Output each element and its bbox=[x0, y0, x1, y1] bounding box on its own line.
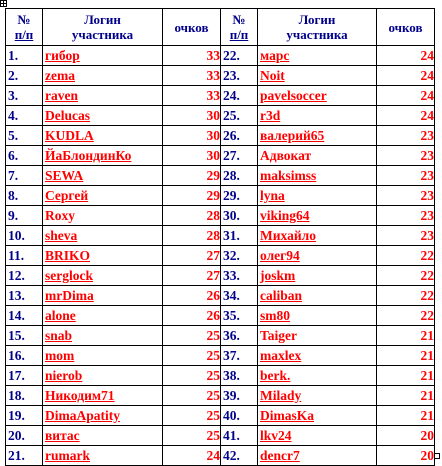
participant-login: SEWA bbox=[43, 166, 163, 186]
table-row bbox=[6, 366, 435, 386]
row-number: 24. bbox=[221, 86, 258, 106]
row-number: 38. bbox=[221, 366, 258, 386]
row-number: 15. bbox=[6, 326, 43, 346]
table-row bbox=[6, 246, 435, 266]
header-login-right-line1: Логин bbox=[298, 12, 336, 27]
row-number: 17. bbox=[6, 366, 43, 386]
header-login-line1: Логин bbox=[84, 12, 121, 27]
row-number: 28. bbox=[221, 166, 258, 186]
table-row bbox=[6, 166, 435, 186]
participant-login: гибор bbox=[43, 46, 163, 66]
participant-login: pavelsoccer bbox=[258, 86, 377, 106]
row-number: 6. bbox=[6, 146, 43, 166]
participant-login: snab bbox=[43, 326, 163, 346]
row-number: 37. bbox=[221, 346, 258, 366]
participant-login: Адвокат bbox=[258, 146, 377, 166]
participant-points: 29 bbox=[163, 186, 221, 206]
participant-login: serglock bbox=[43, 266, 163, 286]
participant-login: Taiger bbox=[258, 326, 377, 346]
row-number: 22. bbox=[221, 46, 258, 66]
row-number: 21. bbox=[6, 446, 43, 466]
participant-login: lkv24 bbox=[258, 426, 377, 446]
header-login bbox=[43, 9, 163, 46]
participant-points: 23 bbox=[377, 126, 435, 146]
header-login-line2: участника bbox=[71, 27, 134, 42]
participant-login: sm80 bbox=[258, 306, 377, 326]
row-number: 33. bbox=[221, 266, 258, 286]
participant-login: mom bbox=[43, 346, 163, 366]
participant-points: 21 bbox=[377, 406, 435, 426]
participant-login: rumark bbox=[43, 446, 163, 466]
participant-login: Сергей bbox=[43, 186, 163, 206]
row-number: 36. bbox=[221, 326, 258, 346]
table-move-handle-icon[interactable] bbox=[0, 0, 7, 7]
table-row bbox=[6, 286, 435, 306]
header-num-right-line2: п/п bbox=[229, 27, 249, 42]
participant-points: 27 bbox=[163, 246, 221, 266]
row-number: 7. bbox=[6, 166, 43, 186]
table-row bbox=[6, 426, 435, 446]
participant-points: 23 bbox=[377, 146, 435, 166]
participant-login: alone bbox=[43, 306, 163, 326]
row-number: 29. bbox=[221, 186, 258, 206]
participant-points: 30 bbox=[163, 126, 221, 146]
participant-login: марс bbox=[258, 46, 377, 66]
row-number: 41. bbox=[221, 426, 258, 446]
row-number: 3. bbox=[6, 86, 43, 106]
participant-points: 24 bbox=[377, 106, 435, 126]
table-row bbox=[6, 386, 435, 406]
row-number: 18. bbox=[6, 386, 43, 406]
participant-login: Михайло bbox=[258, 226, 377, 246]
row-number: 26. bbox=[221, 126, 258, 146]
table-row bbox=[6, 206, 435, 226]
row-number: 4. bbox=[6, 106, 43, 126]
row-number: 2. bbox=[6, 66, 43, 86]
participant-points: 23 bbox=[377, 166, 435, 186]
participant-points: 27 bbox=[163, 266, 221, 286]
participant-login: DimasKa bbox=[258, 406, 377, 426]
table-row bbox=[6, 306, 435, 326]
participant-points: 21 bbox=[377, 346, 435, 366]
participant-login: BRIKO bbox=[43, 246, 163, 266]
participant-points: 25 bbox=[163, 326, 221, 346]
table-row bbox=[6, 126, 435, 146]
participant-points: 25 bbox=[163, 366, 221, 386]
participant-login: r3d bbox=[258, 106, 377, 126]
table-row bbox=[6, 186, 435, 206]
participant-points: 23 bbox=[377, 226, 435, 246]
row-number: 27. bbox=[221, 146, 258, 166]
participant-points: 23 bbox=[377, 186, 435, 206]
participant-points: 24 bbox=[377, 46, 435, 66]
row-number: 1. bbox=[6, 46, 43, 66]
participant-login: dencr7 bbox=[258, 446, 377, 466]
participant-points: 22 bbox=[377, 286, 435, 306]
participant-login: nierob bbox=[43, 366, 163, 386]
header-num-line2: п/п bbox=[14, 27, 34, 42]
participant-login: raven bbox=[43, 86, 163, 106]
participant-login: zema bbox=[43, 66, 163, 86]
participant-points: 25 bbox=[163, 406, 221, 426]
participant-login: ЙаБлондинКо bbox=[43, 146, 163, 166]
participant-points: 25 bbox=[163, 426, 221, 446]
table-header-row bbox=[6, 9, 435, 46]
row-number: 42. bbox=[221, 446, 258, 466]
participant-points: 23 bbox=[377, 206, 435, 226]
participant-login: lyna bbox=[258, 186, 377, 206]
header-num-right bbox=[221, 9, 258, 46]
row-number: 5. bbox=[6, 126, 43, 146]
row-number: 32. bbox=[221, 246, 258, 266]
participant-login: sheva bbox=[43, 226, 163, 246]
table-row bbox=[6, 226, 435, 246]
participant-points: 33 bbox=[163, 66, 221, 86]
row-number: 40. bbox=[221, 406, 258, 426]
scores-table bbox=[5, 8, 435, 466]
row-number: 16. bbox=[6, 346, 43, 366]
participant-points: 30 bbox=[163, 146, 221, 166]
header-login-right bbox=[258, 9, 377, 46]
table-row bbox=[6, 266, 435, 286]
participant-points: 22 bbox=[377, 246, 435, 266]
header-num-right-line1: № bbox=[232, 12, 246, 27]
row-number: 25. bbox=[221, 106, 258, 126]
participant-login: Roxy bbox=[43, 206, 163, 226]
participant-points: 20 bbox=[377, 426, 435, 446]
row-number: 30. bbox=[221, 206, 258, 226]
participant-login: berk. bbox=[258, 366, 377, 386]
participant-points: 21 bbox=[377, 326, 435, 346]
participant-points: 24 bbox=[377, 66, 435, 86]
participant-login: витас bbox=[43, 426, 163, 446]
participant-login: Noit bbox=[258, 66, 377, 86]
participant-login: Никодим71 bbox=[43, 386, 163, 406]
participant-points: 21 bbox=[377, 366, 435, 386]
participant-points: 26 bbox=[163, 306, 221, 326]
participant-points: 25 bbox=[163, 346, 221, 366]
row-number: 23. bbox=[221, 66, 258, 86]
participant-points: 25 bbox=[163, 386, 221, 406]
row-number: 8. bbox=[6, 186, 43, 206]
row-number: 31. bbox=[221, 226, 258, 246]
participant-login: KUDLA bbox=[43, 126, 163, 146]
table-row bbox=[6, 86, 435, 106]
participant-login: Delucas bbox=[43, 106, 163, 126]
participant-login: валерий65 bbox=[258, 126, 377, 146]
row-number: 35. bbox=[221, 306, 258, 326]
header-points-right: очков bbox=[377, 9, 435, 46]
header-points: очков bbox=[163, 9, 221, 46]
participant-points: 33 bbox=[163, 86, 221, 106]
table-row bbox=[6, 406, 435, 426]
row-number: 10. bbox=[6, 226, 43, 246]
header-num bbox=[6, 9, 43, 46]
participant-login: mrDima bbox=[43, 286, 163, 306]
participant-points: 22 bbox=[377, 306, 435, 326]
row-number: 13. bbox=[6, 286, 43, 306]
row-number: 39. bbox=[221, 386, 258, 406]
participant-points: 28 bbox=[163, 206, 221, 226]
participant-points: 33 bbox=[163, 46, 221, 66]
row-number: 19. bbox=[6, 406, 43, 426]
participant-login: Milady bbox=[258, 386, 377, 406]
participant-login: viking64 bbox=[258, 206, 377, 226]
table-row bbox=[6, 46, 435, 66]
participant-points: 26 bbox=[163, 286, 221, 306]
table-row bbox=[6, 346, 435, 366]
table-row bbox=[6, 446, 435, 466]
participant-points: 24 bbox=[377, 86, 435, 106]
table-row bbox=[6, 146, 435, 166]
row-number: 34. bbox=[221, 286, 258, 306]
header-num-line1: № bbox=[17, 12, 31, 27]
header-login-right-line2: участника bbox=[286, 27, 348, 42]
row-number: 9. bbox=[6, 206, 43, 226]
participant-points: 30 bbox=[163, 106, 221, 126]
row-number: 14. bbox=[6, 306, 43, 326]
table-row bbox=[6, 106, 435, 126]
participant-points: 29 bbox=[163, 166, 221, 186]
participant-points: 20 bbox=[377, 446, 435, 466]
participant-points: 24 bbox=[163, 446, 221, 466]
participant-points: 22 bbox=[377, 266, 435, 286]
table-row bbox=[6, 326, 435, 346]
row-number: 20. bbox=[6, 426, 43, 446]
table-row bbox=[6, 66, 435, 86]
row-number: 12. bbox=[6, 266, 43, 286]
row-number: 11. bbox=[6, 246, 43, 266]
participant-points: 21 bbox=[377, 386, 435, 406]
participant-login: maksimss bbox=[258, 166, 377, 186]
table-resize-handle-icon[interactable] bbox=[434, 453, 440, 459]
participant-login: caliban bbox=[258, 286, 377, 306]
participant-login: олег94 bbox=[258, 246, 377, 266]
participant-points: 28 bbox=[163, 226, 221, 246]
participant-login: maxlex bbox=[258, 346, 377, 366]
participant-login: joskm bbox=[258, 266, 377, 286]
participant-login: DimaApatity bbox=[43, 406, 163, 426]
